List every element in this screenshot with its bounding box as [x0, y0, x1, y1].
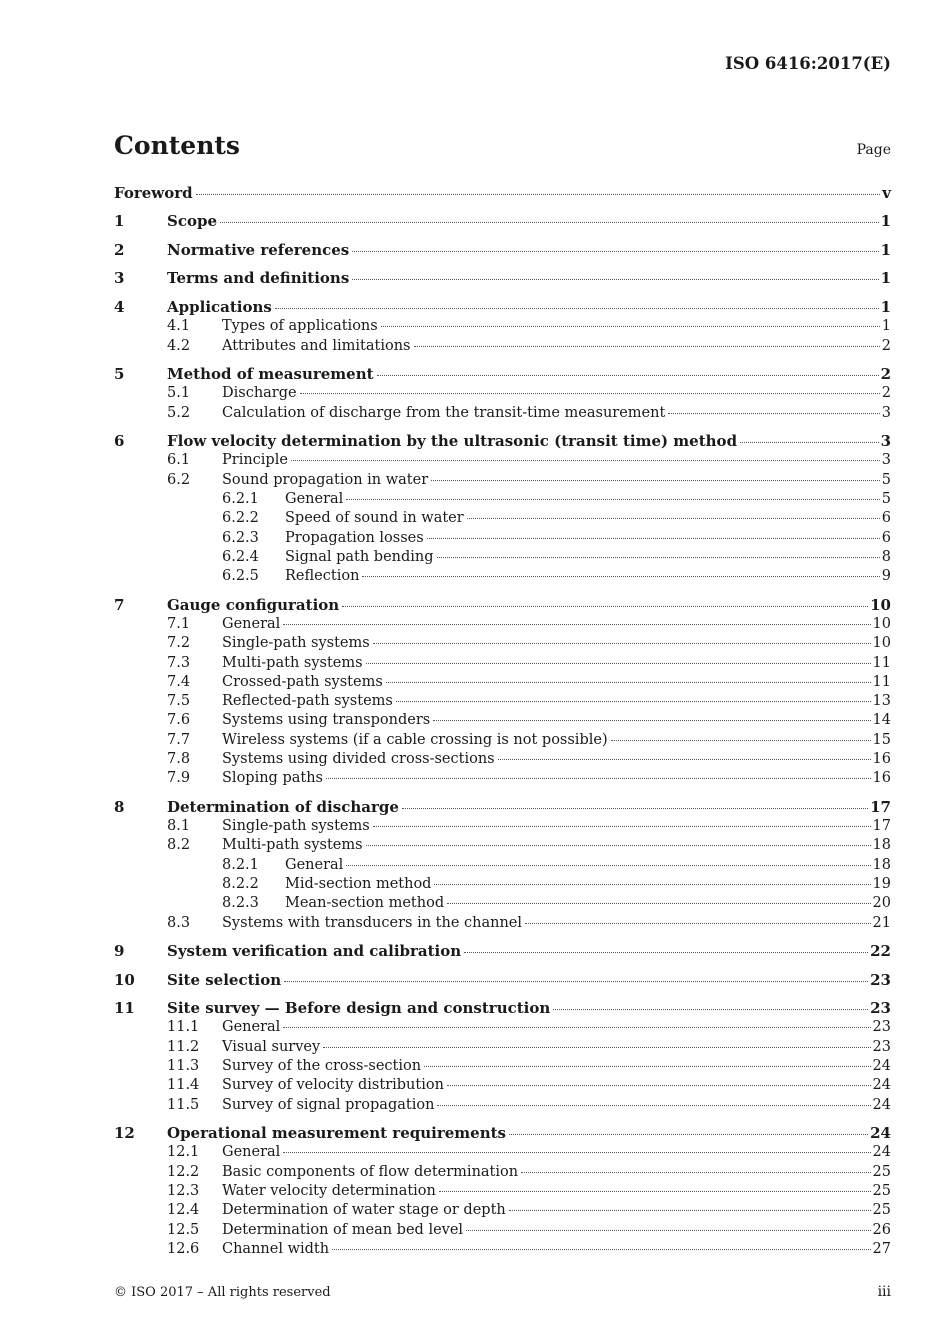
dot-leader: [323, 1047, 870, 1048]
dot-leader: [431, 480, 880, 481]
dot-leader: [424, 1066, 870, 1067]
toc-entry-number: 7.1: [167, 615, 191, 632]
toc-entry[interactable]: [114, 769, 891, 788]
toc-entry[interactable]: [114, 1018, 891, 1037]
toc-entry[interactable]: [114, 1057, 891, 1076]
toc-entry-page: 21: [872, 914, 891, 931]
toc-entry[interactable]: [114, 836, 891, 855]
toc-entry-title: Survey of velocity distribution: [222, 1077, 444, 1094]
toc-entry-number: 6: [114, 432, 125, 451]
toc-entry[interactable]: [114, 750, 891, 769]
toc-entry-number: 8.2.2: [222, 876, 259, 892]
toc-entry[interactable]: [114, 634, 891, 653]
toc-entry-title: Terms and definitions: [167, 269, 350, 288]
toc-entry[interactable]: [114, 471, 891, 490]
dot-leader: [366, 845, 871, 846]
toc-entry-page: 20: [872, 895, 891, 912]
toc-entry-page: 11: [872, 654, 891, 671]
dot-leader: [521, 1172, 870, 1173]
toc-entry-page: 9: [881, 568, 891, 585]
toc-entry-page: 11: [872, 673, 891, 690]
toc-entry[interactable]: [114, 212, 891, 231]
dot-leader: [220, 222, 879, 223]
toc-entry[interactable]: [114, 298, 891, 317]
toc-entry-page: 6: [881, 529, 891, 546]
toc-entry-page: 23: [872, 1038, 891, 1055]
toc-entry-page: 1: [880, 269, 891, 288]
toc-entry-page: 3: [880, 432, 891, 451]
toc-entry-page: 10: [870, 595, 891, 614]
toc-entry-number: 7.5: [167, 693, 191, 710]
toc-entry-title: General: [285, 490, 344, 507]
toc-entry-number: 8.2.3: [222, 895, 259, 912]
toc-entry-title: Wireless systems (if a cable crossing is not possible): [222, 731, 608, 748]
dot-leader: [283, 1152, 870, 1153]
toc-entry-number: 6.2: [167, 471, 191, 488]
toc-entry-number: 6.2.5: [222, 568, 259, 585]
dot-leader: [434, 884, 870, 885]
toc-entry-title: Mean-section method: [285, 895, 445, 912]
toc-entry-title: Speed of sound in water: [285, 510, 464, 527]
toc-entry-title: Reflected-path systems: [222, 693, 393, 710]
toc-entry-title: Discharge: [222, 385, 297, 402]
toc-entry-title: System verification and calibration: [167, 942, 462, 961]
toc-entry[interactable]: [114, 673, 891, 692]
toc-entry-title: Method of measurement: [167, 365, 374, 384]
toc-entry[interactable]: [114, 654, 891, 673]
toc-entry-title: Propagation losses: [285, 529, 424, 546]
toc-entry[interactable]: [114, 490, 891, 509]
toc-entry-number: 8.1: [167, 818, 191, 835]
toc-entry-title: Systems with transducers in the channel: [222, 914, 523, 931]
toc-entry[interactable]: [114, 1163, 891, 1182]
toc-entry-number: 7.7: [167, 731, 191, 748]
toc-entry-title: Visual survey: [222, 1038, 321, 1055]
toc-entry[interactable]: [114, 798, 891, 817]
toc-entry[interactable]: [114, 817, 891, 836]
toc-entry-title: Signal path bending: [285, 548, 434, 565]
toc-entry[interactable]: [114, 1076, 891, 1095]
toc-entry-number: 11.2: [167, 1038, 200, 1055]
toc-entry-title: Applications: [167, 297, 272, 316]
toc-entry-number: 6.2.4: [222, 548, 259, 565]
dot-leader: [326, 778, 871, 779]
table-of-contents: [114, 184, 891, 1259]
dot-leader: [525, 923, 871, 924]
dot-leader: [740, 442, 879, 443]
toc-entry-title: Site selection: [167, 970, 282, 989]
toc-entry-number: 12: [114, 1124, 135, 1143]
toc-entry[interactable]: [114, 1221, 891, 1240]
footer-page-number: iii: [877, 1284, 891, 1300]
toc-entry-page: 25: [872, 1163, 891, 1180]
toc-entry-page: 19: [872, 876, 891, 892]
dot-leader: [291, 460, 880, 461]
toc-entry-page: 5: [881, 471, 891, 488]
toc-entry-number: 2: [114, 240, 125, 259]
toc-entry-title: Gauge configuration: [167, 595, 340, 614]
page-column-label: Page: [856, 142, 891, 158]
toc-entry-page: 24: [872, 1057, 891, 1074]
toc-entry-page: 1: [880, 240, 891, 259]
toc-entry-number: 8.2.1: [222, 856, 259, 873]
toc-entry-page: 1: [881, 318, 891, 335]
toc-entry[interactable]: [114, 337, 891, 356]
toc-entry-page: 2: [881, 337, 891, 354]
toc-entry-title: Multi-path systems: [222, 837, 363, 854]
toc-entry-number: 6.2.1: [222, 490, 259, 507]
toc-entry-page: 25: [872, 1182, 891, 1199]
toc-entry[interactable]: [114, 451, 891, 470]
toc-entry-title: Reflection: [285, 568, 360, 585]
dot-leader: [283, 1027, 870, 1028]
toc-entry-title: Foreword: [114, 184, 193, 202]
toc-entry-number: 9: [114, 942, 125, 961]
dot-leader: [366, 663, 871, 664]
dot-leader: [352, 251, 878, 252]
toc-entry[interactable]: [114, 731, 891, 750]
toc-entry-title: Crossed-path systems: [222, 673, 383, 690]
toc-entry-number: 12.1: [167, 1144, 200, 1161]
toc-entry-title: Water velocity determination: [222, 1182, 436, 1199]
dot-leader: [553, 1009, 868, 1010]
toc-entry-number: 11.3: [167, 1057, 200, 1074]
toc-entry-page: 24: [872, 1144, 891, 1161]
toc-entry-title: Survey of signal propagation: [222, 1096, 435, 1113]
toc-entry-title: Survey of the cross-section: [222, 1057, 422, 1074]
toc-entry-page: 2: [880, 365, 891, 384]
footer-copyright: © ISO 2017 – All rights reserved: [114, 1285, 331, 1300]
dot-leader: [437, 1105, 870, 1106]
toc-entry[interactable]: [114, 894, 891, 913]
toc-entry-number: 4.1: [167, 318, 191, 335]
toc-entry-number: 8.3: [167, 914, 191, 931]
dot-leader: [275, 308, 879, 309]
toc-entry[interactable]: [114, 856, 891, 875]
toc-entry-title: Types of applications: [222, 318, 378, 335]
toc-entry-number: 5.2: [167, 404, 191, 421]
toc-entry-title: General: [222, 615, 281, 632]
toc-entry-title: Single-path systems: [222, 635, 370, 652]
toc-entry-page: 3: [881, 452, 891, 469]
toc-entry-title: Channel width: [222, 1240, 330, 1257]
toc-entry[interactable]: [114, 999, 891, 1018]
toc-entry[interactable]: [114, 529, 891, 548]
toc-entry-number: 5.1: [167, 385, 191, 402]
toc-entry-page: 14: [872, 712, 891, 729]
dot-leader: [464, 952, 868, 953]
dot-leader: [439, 1191, 871, 1192]
dot-leader: [447, 1085, 871, 1086]
dot-leader: [373, 643, 871, 644]
dot-leader: [402, 808, 868, 809]
toc-entry-number: 3: [114, 269, 125, 288]
toc-entry[interactable]: [114, 404, 891, 423]
toc-entry[interactable]: [114, 269, 891, 288]
dot-leader: [427, 538, 880, 539]
toc-entry-number: 7.3: [167, 654, 191, 671]
toc-entry-page: 23: [872, 1019, 891, 1036]
toc-entry-title: Sloping paths: [222, 770, 323, 787]
toc-entry[interactable]: [114, 548, 891, 567]
toc-entry-page: 24: [870, 1124, 891, 1143]
toc-entry-page: 16: [872, 751, 891, 768]
toc-entry-page: 3: [881, 404, 891, 421]
dot-leader: [300, 393, 880, 394]
toc-entry-title: Determination of discharge: [167, 797, 399, 816]
toc-entry[interactable]: [114, 509, 891, 528]
toc-entry-number: 7: [114, 595, 125, 614]
toc-entry[interactable]: [114, 596, 891, 615]
toc-entry[interactable]: [114, 1124, 891, 1143]
dot-leader: [352, 279, 878, 280]
toc-entry-page: 27: [872, 1240, 891, 1257]
toc-entry-number: 7.2: [167, 635, 191, 652]
dot-leader: [386, 682, 871, 683]
toc-entry-title: Flow velocity determination by the ultrasonic (transit time) method: [167, 432, 738, 451]
toc-entry[interactable]: [114, 711, 891, 730]
toc-entry-page: 22: [870, 942, 891, 961]
toc-entry-page: 24: [872, 1096, 891, 1113]
toc-entry-page: 17: [870, 797, 891, 816]
toc-entry[interactable]: [114, 317, 891, 336]
toc-entry-page: 13: [872, 693, 891, 710]
toc-entry-page: v: [882, 184, 891, 202]
toc-entry-number: 4.2: [167, 337, 191, 354]
toc-entry[interactable]: [114, 1143, 891, 1162]
toc-entry-number: 12.3: [167, 1182, 200, 1199]
toc-entry-page: 25: [872, 1202, 891, 1219]
dot-leader: [668, 413, 879, 414]
dot-leader: [467, 518, 880, 519]
toc-entry-number: 12.5: [167, 1221, 200, 1238]
dot-leader: [433, 720, 870, 721]
toc-entry-number: 11: [114, 999, 135, 1018]
toc-entry-title: Sound propagation in water: [222, 471, 429, 488]
toc-entry-number: 7.9: [167, 770, 191, 787]
dot-leader: [381, 326, 880, 327]
toc-entry-number: 7.6: [167, 712, 191, 729]
toc-entry[interactable]: [114, 971, 891, 990]
toc-entry-page: 15: [872, 731, 891, 748]
dot-leader: [196, 194, 881, 195]
toc-entry-page: 16: [872, 770, 891, 787]
toc-entry-number: 12.6: [167, 1240, 200, 1257]
toc-entry-title: Operational measurement requirements: [167, 1124, 506, 1143]
toc-entry[interactable]: [114, 1240, 891, 1259]
toc-entry[interactable]: [114, 875, 891, 894]
toc-entry-page: 2: [881, 385, 891, 402]
toc-entry-title: Mid-section method: [285, 876, 432, 892]
toc-entry-number: 7.4: [167, 673, 191, 690]
toc-entry[interactable]: [114, 1201, 891, 1220]
toc-entry-number: 6.1: [167, 452, 191, 469]
dot-leader: [362, 576, 879, 577]
standard-id: ISO 6416:2017(E): [725, 54, 891, 73]
toc-entry[interactable]: [114, 615, 891, 634]
dot-leader: [498, 759, 871, 760]
toc-entry-title: Basic components of flow determination: [222, 1163, 519, 1180]
toc-entry-number: 1: [114, 212, 125, 231]
toc-entry-number: 11.1: [167, 1019, 200, 1036]
toc-entry-title: Calculation of discharge from the transit-time measurement: [222, 404, 666, 421]
dot-leader: [466, 1230, 870, 1231]
toc-entry-page: 8: [881, 548, 891, 565]
toc-entry-number: 6.2.3: [222, 529, 259, 546]
toc-entry-page: 6: [881, 510, 891, 527]
dot-leader: [342, 606, 868, 607]
dot-leader: [611, 740, 871, 741]
dot-leader: [284, 981, 868, 982]
toc-entry-number: 8.2: [167, 837, 191, 854]
toc-entry-title: Scope: [167, 212, 218, 231]
toc-entry-title: Attributes and limitations: [222, 337, 411, 354]
toc-entry-title: General: [222, 1019, 281, 1036]
toc-entry-number: 5: [114, 365, 125, 384]
dot-leader: [437, 557, 880, 558]
toc-entry-page: 26: [872, 1221, 891, 1238]
toc-entry[interactable]: [114, 692, 891, 711]
toc-entry-title: Systems using divided cross-sections: [222, 751, 495, 768]
dot-leader: [377, 375, 879, 376]
toc-entry-title: Multi-path systems: [222, 654, 363, 671]
toc-entry[interactable]: [114, 1182, 891, 1201]
toc-entry-number: 8: [114, 797, 125, 816]
toc-entry-number: 11.5: [167, 1096, 200, 1113]
toc-entry-number: 12.2: [167, 1163, 200, 1180]
toc-entry-number: 6.2.2: [222, 510, 259, 527]
toc-entry-title: Normative references: [167, 240, 350, 259]
toc-entry-page: 10: [872, 615, 891, 632]
toc-entry-title: Single-path systems: [222, 818, 370, 835]
toc-entry-title: Systems using transponders: [222, 712, 431, 729]
toc-entry[interactable]: [114, 1096, 891, 1115]
toc-entry-title: General: [285, 856, 344, 873]
toc-entry[interactable]: [114, 432, 891, 451]
dot-leader: [509, 1210, 871, 1211]
toc-entry-number: 12.4: [167, 1202, 200, 1219]
toc-entry[interactable]: [114, 942, 891, 961]
dot-leader: [396, 701, 871, 702]
toc-entry-number: 7.8: [167, 751, 191, 768]
toc-entry-page: 1: [880, 212, 891, 231]
toc-entry-page: 18: [872, 856, 891, 873]
contents-title: Contents: [114, 131, 241, 160]
toc-entry-title: Principle: [222, 452, 288, 469]
toc-entry-title: General: [222, 1144, 281, 1161]
toc-entry[interactable]: [114, 384, 891, 403]
toc-entry[interactable]: [114, 914, 891, 933]
dot-leader: [283, 624, 870, 625]
dot-leader: [509, 1134, 868, 1135]
toc-entry-page: 10: [872, 635, 891, 652]
toc-entry-page: 1: [880, 297, 891, 316]
dot-leader: [447, 903, 870, 904]
toc-entry-page: 18: [872, 837, 891, 854]
dot-leader: [414, 346, 880, 347]
toc-entry[interactable]: [114, 365, 891, 384]
toc-entry-page: 17: [872, 818, 891, 835]
dot-leader: [373, 826, 871, 827]
toc-entry-number: 11.4: [167, 1077, 200, 1094]
dot-leader: [346, 865, 870, 866]
toc-entry-page: 5: [881, 490, 891, 507]
toc-entry-page: 24: [872, 1077, 891, 1094]
toc-entry-page: 23: [870, 970, 891, 989]
toc-entry-title: Determination of water stage or depth: [222, 1202, 506, 1219]
dot-leader: [346, 499, 879, 500]
toc-entry[interactable]: [114, 241, 891, 260]
toc-entry-page: 23: [870, 999, 891, 1018]
toc-entry-title: Determination of mean bed level: [222, 1221, 464, 1238]
toc-entry-number: 10: [114, 970, 135, 989]
toc-entry[interactable]: [114, 567, 891, 586]
toc-entry[interactable]: [114, 1038, 891, 1057]
toc-entry[interactable]: [114, 184, 891, 203]
toc-entry-number: 4: [114, 297, 125, 316]
toc-entry-title: Site survey — Before design and construction: [167, 999, 551, 1018]
dot-leader: [332, 1249, 870, 1250]
